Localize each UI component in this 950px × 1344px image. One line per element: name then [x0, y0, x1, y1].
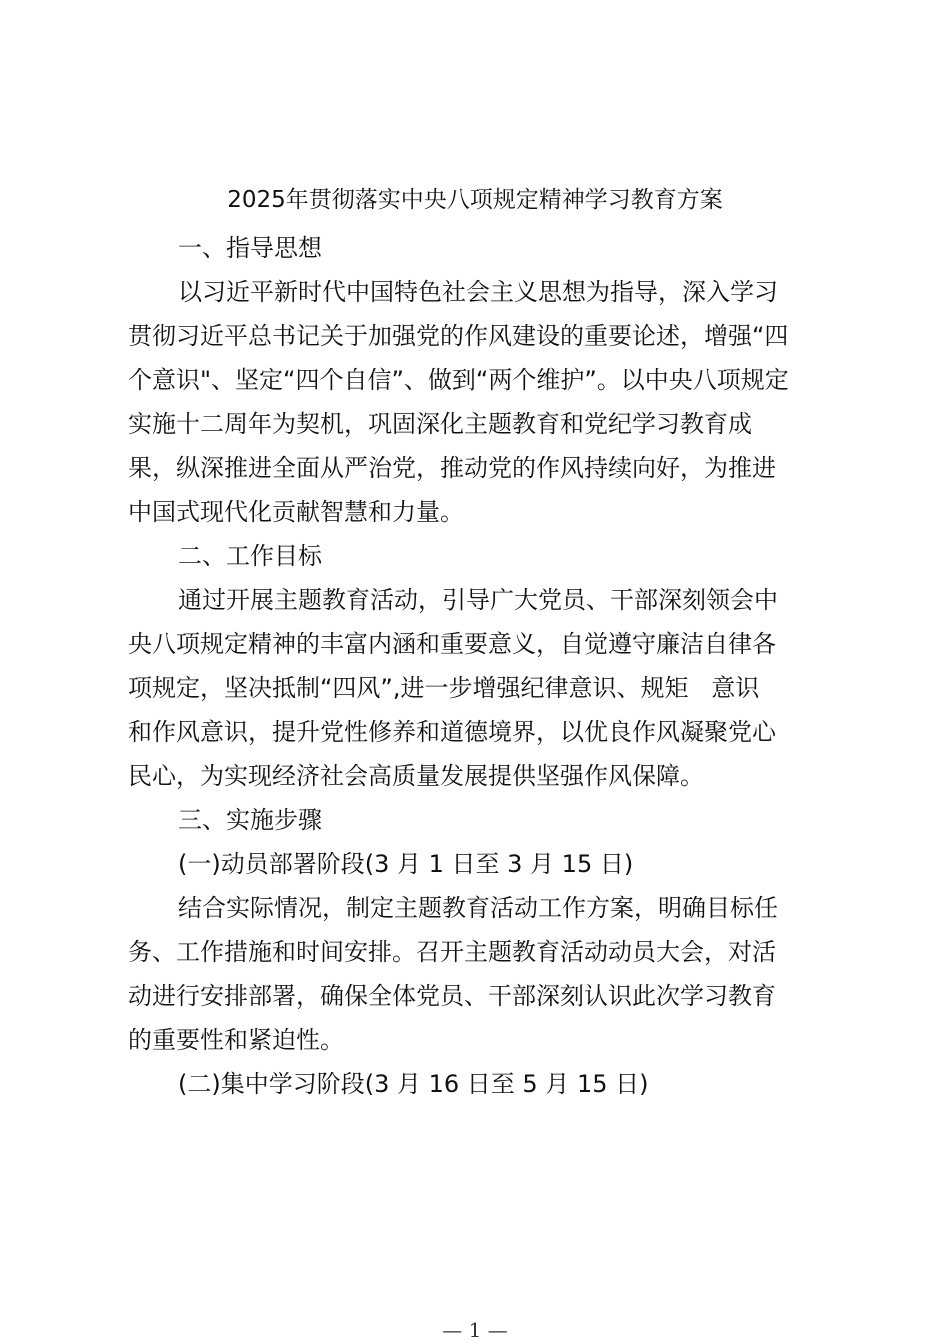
subheading-centralized-study-stage: (二)集中学习阶段(3 月 16 日至 5 月 15 日) — [178, 1070, 649, 1098]
subheading-mobilization-stage: (一)动员部署阶段(3 月 1 日至 3 月 15 日) — [178, 850, 634, 878]
section-heading-work-goals: 二、工作目标 — [178, 542, 322, 570]
paragraph-line: 个意识"、坚定“四个自信”、做到“两个维护”。以中央八项规定 — [128, 366, 789, 394]
paragraph-work-goals — [128, 578, 828, 798]
paragraph-line: 果，纵深推进全面从严治党，推动党的作风持续向好，为推进 — [128, 454, 776, 482]
paragraph-line: 民心，为实现经济社会高质量发展提供坚强作风保障。 — [128, 762, 704, 790]
paragraph-line: 和作风意识，提升党性修养和道德境界，以优良作风凝聚党心 — [128, 718, 776, 746]
paragraph-line: 结合实际情况，制定主题教育活动工作方案，明确目标任 — [178, 894, 778, 922]
document-body — [128, 226, 828, 1106]
paragraph-line: 央八项规定精神的丰富内涵和重要意义，自觉遵守廉洁自律各 — [128, 630, 776, 658]
page-number: — 1 — — [442, 1318, 508, 1342]
paragraph-mobilization-stage — [128, 886, 828, 1062]
document-title: 2025年贯彻落实中央八项规定精神学习教育方案 — [227, 187, 723, 213]
paragraph-line: 通过开展主题教育活动，引导广大党员、干部深刻领会中 — [178, 586, 778, 614]
paragraph-guiding-thought — [128, 270, 828, 534]
paragraph-line: 项规定，坚决抵制“四风”,进一步增强纪律意识、规矩 意识 — [128, 674, 760, 702]
section-heading-guiding-thought: 一、指导思想 — [178, 234, 322, 262]
paragraph-line: 实施十二周年为契机，巩固深化主题教育和党纪学习教育成 — [128, 410, 752, 438]
section-heading-implementation-steps: 三、实施步骤 — [178, 806, 322, 834]
paragraph-line: 以习近平新时代中国特色社会主义思想为指导，深入学习 — [178, 278, 778, 306]
paragraph-line: 务、工作措施和时间安排。召开主题教育活动动员大会，对活 — [128, 938, 776, 966]
paragraph-line: 动进行安排部署，确保全体党员、干部深刻认识此次学习教育 — [128, 982, 776, 1010]
paragraph-line: 贯彻习近平总书记关于加强党的作风建设的重要论述，增强“四 — [128, 322, 789, 350]
paragraph-line: 的重要性和紧迫性。 — [128, 1026, 344, 1054]
paragraph-line: 中国式现代化贡献智慧和力量。 — [128, 498, 464, 526]
